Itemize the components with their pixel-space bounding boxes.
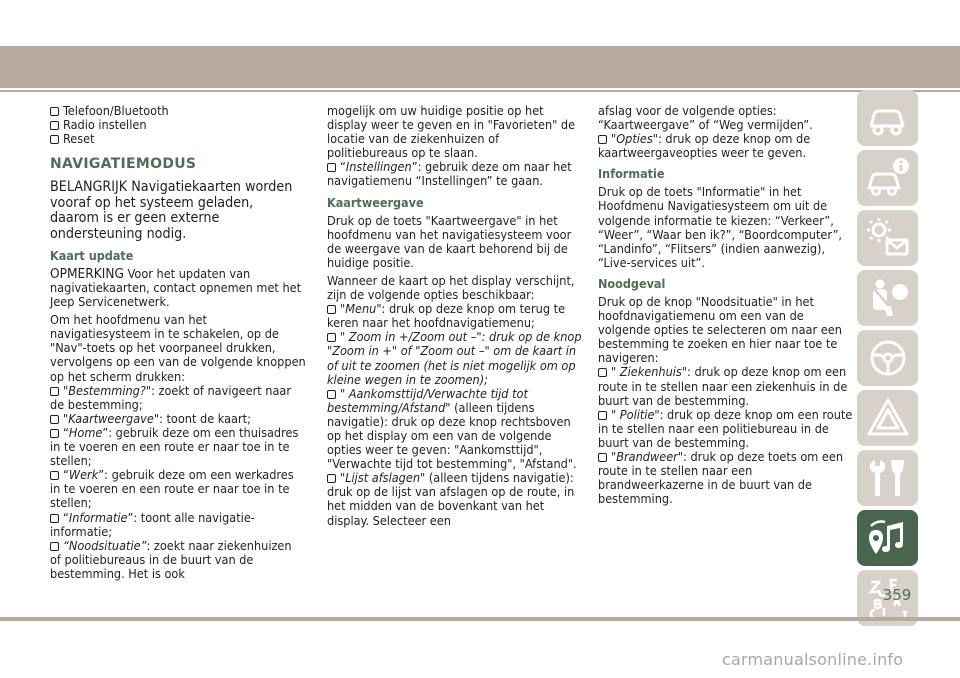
checkbox-bullet-icon [598, 453, 607, 462]
tab-steering-wheel[interactable] [857, 330, 918, 386]
multimedia-icon [865, 516, 911, 560]
checkbox-bullet-icon [327, 390, 336, 399]
checkbox-bullet-icon [327, 474, 336, 483]
tab-multimedia[interactable] [857, 510, 918, 566]
list-item: Telefoon/Bluetooth [50, 104, 306, 118]
important-label: BELANGRIJK [50, 179, 128, 196]
checkbox-bullet-icon [598, 135, 607, 144]
bottom-rule [0, 617, 960, 621]
page-number: 359 [882, 586, 912, 604]
list-item: " Ziekenhuis": druk op deze knop om een route in te stellen naar een ziekenhuis in de buurt van de bestemming. [598, 364, 848, 408]
important-paragraph: BELANGRIJK Navigatiekaarten worden vooraf op het systeem geladen, daarom is er geen externe ondersteuning nodig. [50, 179, 293, 242]
tab-car-info[interactable] [857, 150, 918, 206]
list-item: "Kaartweergave": toont de kaart; [50, 412, 306, 426]
column-3 [598, 104, 856, 506]
list-item: "Bestemming?": zoekt of navigeert naar de bestemming; [50, 382, 292, 412]
car-info-icon [865, 156, 911, 200]
list-item: “Werk”: gebruik deze om een werkadres in te voeren en een route er naar toe in te stellen; [50, 467, 294, 511]
tab-warning-lights[interactable] [857, 210, 918, 266]
checkbox-bullet-icon [50, 542, 59, 551]
subheading-kaart-update: Kaart update [50, 247, 134, 263]
checkbox-bullet-icon [50, 121, 59, 130]
list-item: "Menu": druk op deze knop om terug te keren naar het hoofdnavigatiemenu; [327, 301, 566, 331]
list-item: " Politie": druk op deze knop om een route in te stellen naar een politiebureau in de buurt van de bestemming. [598, 406, 853, 450]
checkbox-bullet-icon [50, 514, 59, 523]
paragraph: Wanneer de kaart op het display verschijnt, zijn de volgende opties beschikbaar: [327, 272, 575, 303]
checkbox-bullet-icon [50, 107, 59, 116]
list-item: “Noodsituatie”: zoekt naar ziekenhuizen of politiebureaus in de buurt van de bestemming. Het is ook [50, 537, 292, 581]
paragraph: Druk op de knop "Noodsituatie" in het hoofdnavigatiemenu om een van de volgende opties te selecteren om naar een bestemming te zoeken en hier naar toe te navigeren: [598, 293, 842, 366]
subheading-informatie: Informatie [598, 166, 665, 182]
continued-paragraph: afslag voor de volgende opties: “Kaartweergave” of “Weg vermijden”. [598, 103, 813, 133]
section-heading: NAVIGATIEMODUS [50, 156, 197, 173]
note-label: OPMERKING [50, 265, 125, 282]
checkbox-bullet-icon [50, 387, 59, 396]
list-item: "Lijst afslagen" (alleen tijdens navigatie): druk op de lijst van afslagen op de route, in het midden van de bovenkant van het display. Selecteer een [327, 470, 575, 528]
list-item: Radio instellen [50, 118, 306, 132]
tab-seatbelt-airbag[interactable] [857, 270, 918, 326]
list-item: "Brandweer": druk op deze toets om een route in te stellen naar een brandweerkazerne in de buurt van de bestemming. [598, 448, 844, 507]
column-1 [50, 104, 306, 581]
list-item: “Instellingen”: gebruik deze om naar het navigatiemenu “Instellingen” te gaan. [327, 159, 572, 189]
checkbox-bullet-icon [50, 429, 59, 438]
continued-paragraph: mogelijk om uw huidige positie op het display weer te geven en in "Favorieten" de locatie van de ziekenhuizen of politiebureaus op te slaan. [327, 103, 576, 161]
note-paragraph: OPMERKING Voor het updaten van nagivatiekaarten, contact opnemen met het Jeep Servicenetwerk. [50, 265, 302, 310]
steering-wheel-icon [865, 336, 911, 380]
top-band [0, 46, 960, 88]
emergency-triangle-icon [865, 396, 911, 440]
car-dashboard-icon [865, 96, 911, 140]
checkbox-bullet-icon [598, 368, 607, 377]
checkbox-bullet-icon [50, 415, 59, 424]
tab-car-dashboard[interactable] [857, 90, 918, 146]
list-item: " Aankomsttijd/Verwachte tijd tot bestemming/Afstand" (alleen tijdens navigatie): druk op deze knop rechtsboven op het display om een van de volgende opties weer te geven: "Aankomsttijd", "Verwachte tijd tot bestemming", "Afstand". [327, 385, 577, 472]
watermark-text: carmanualsonline.info [722, 650, 904, 669]
checkbox-bullet-icon [598, 411, 607, 420]
checkbox-bullet-icon [327, 305, 336, 314]
list-item: “Informatie”: toont alle navigatie-informatie; [50, 509, 255, 539]
paragraph: Druk op de toets "Informatie" in het Hoofdmenu Navigatiesysteem om uit de volgende informatie te kiezen: “Verkeer”, “Weer”, “Waar ben ik?”, “Boordcomputer”, “Landinfo”, “Flitsers” (indien aanwezig), “Live-services uit”. [598, 184, 843, 270]
top-rule [0, 90, 960, 92]
checkbox-bullet-icon [50, 135, 59, 144]
tab-service-maintenance[interactable] [857, 450, 918, 506]
warning-lights-icon [865, 216, 911, 260]
checkbox-bullet-icon [50, 471, 59, 480]
list-item: " Zoom in +/Zoom out –": druk op de knop "Zoom in +" of "Zoom out –" om de kaart in of uit te zoomen (het is niet mogelijk om op kleine wegen in te zoomen); [327, 329, 582, 387]
seatbelt-airbag-icon [865, 276, 911, 320]
subheading-kaartweergave: Kaartweergave [327, 194, 424, 210]
checkbox-bullet-icon [327, 163, 336, 172]
subheading-noodgeval: Noodgeval [598, 275, 666, 291]
paragraph: Druk op de toets "Kaartweergave" in het hoofdmenu van het navigatiesysteem voor de weergave van de kaart behorend bij de huidige positie. [327, 212, 572, 270]
wrench-service-icon [865, 456, 911, 500]
menu-item-list [50, 104, 306, 146]
column-2 [327, 104, 583, 528]
list-item: “Home”: gebruik deze om een thuisadres in te voeren en een route er naar toe in te stellen; [50, 424, 299, 469]
tab-emergency[interactable] [857, 390, 918, 446]
checkbox-bullet-icon [327, 333, 336, 342]
list-item: Reset [50, 132, 306, 146]
intro-paragraph: Om het hoofdmenu van het navigatiesysteem in te schakelen, op de "Nav"-toets op het voorpaneel drukken, vervolgens op een van de volgende knoppen op het scherm drukken: [50, 312, 306, 384]
list-item: "Opties": druk op deze knop om de kaartweergaveopties weer te geven. [598, 131, 811, 161]
